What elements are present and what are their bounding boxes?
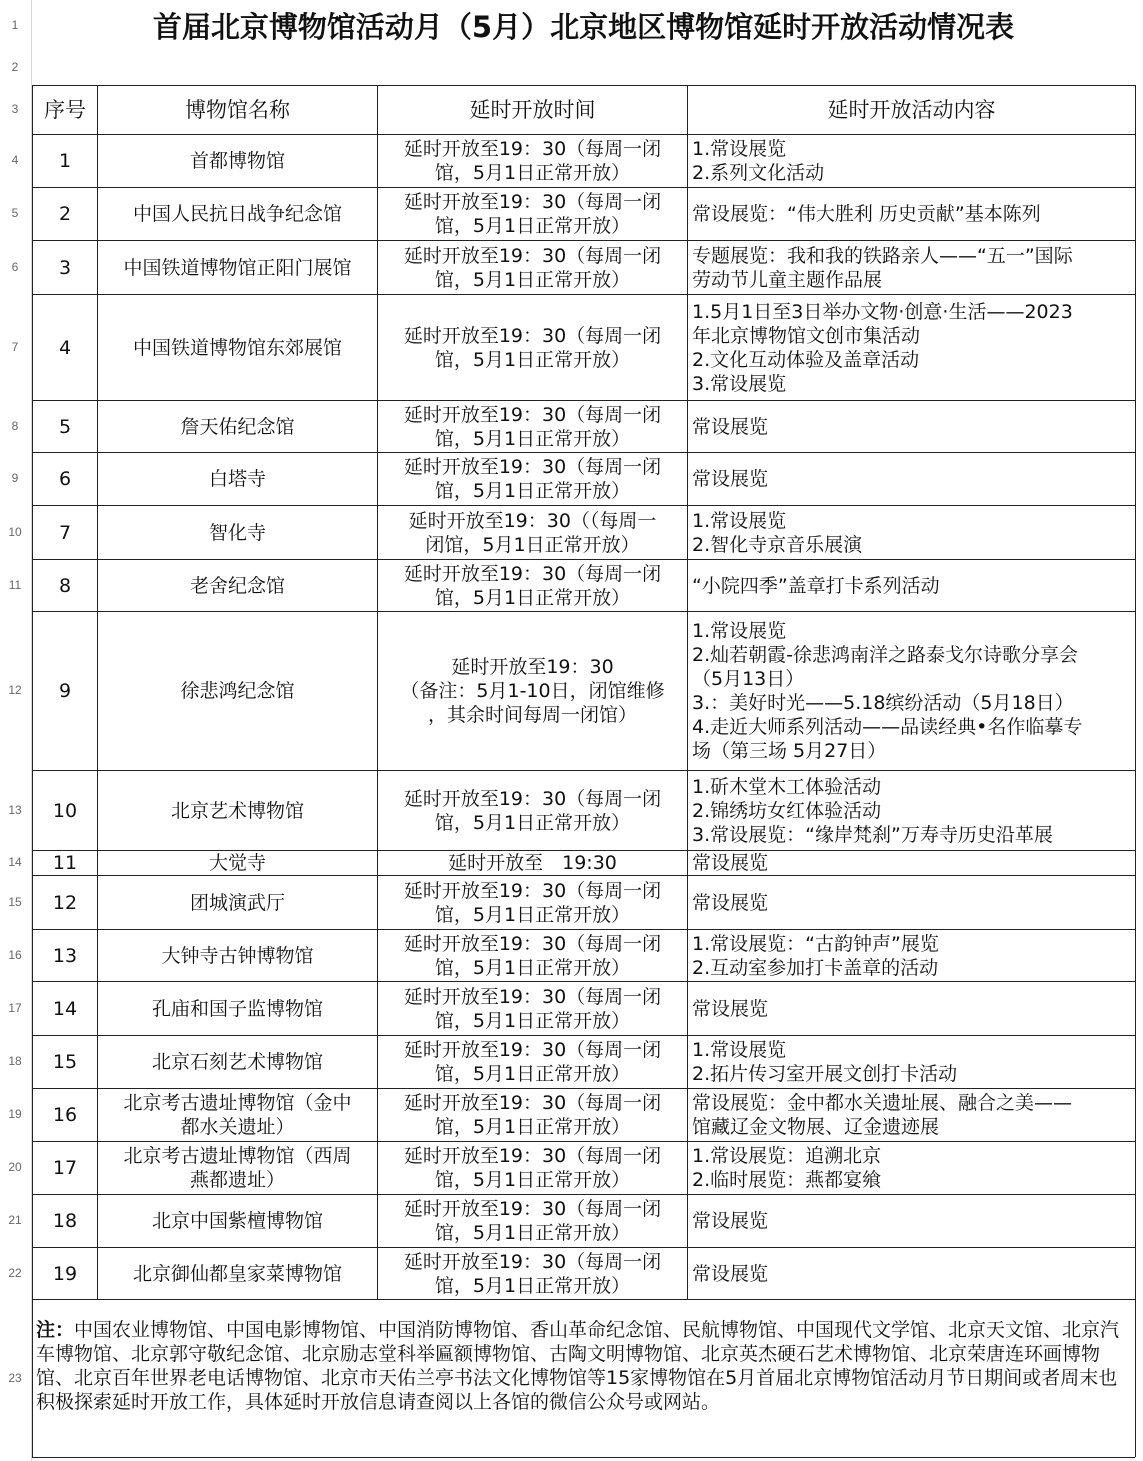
cell-activity-text: 1.斫木堂木工体验活动 2.锦绣坊女红体验活动 3.常设展览：“缘岸梵刹”万寿寺历史沿革展: [692, 775, 1053, 846]
cell-activity[interactable]: [688, 612, 1135, 770]
cell-activity-text: “小院四季”盖章打卡系列活动: [692, 574, 940, 597]
cell-open-time-text: 延时开放至19：30（每周一闭 馆，5月1日正常开放）: [403, 244, 662, 291]
row-number[interactable]: 14: [8, 855, 22, 869]
cell-activity[interactable]: [688, 135, 1135, 187]
cell-number-text: 8: [58, 574, 72, 597]
cell-activity[interactable]: [688, 1142, 1135, 1194]
row-number[interactable]: 3: [11, 102, 19, 116]
footnote-text: 中国农业博物馆、中国电影博物馆、中国消防博物馆、香山革命纪念馆、民航博物馆、中国现代文学馆、北京天文馆、北京汽车博物馆、北京郭守敬纪念馆、北京励志堂科举匾额博物馆、古陶文明博物馆、北京英杰硬石艺术博物馆、北京荣唐连环画博物馆、北京百年世界老电话博物馆、北京市天佑兰亭书法文化博物馆等15家博物馆在5月首届北京博物馆活动月节日期间或者周末也积极探索延时开放工作，具体延时开放信息请查阅以上各馆的微信公众号或网站。: [36, 1319, 1120, 1413]
cell-museum-name-text: 北京考古遗址博物馆（金中 都水关遗址）: [123, 1092, 352, 1138]
cell-activity-text: 1.常设展览：“古韵钟声”展览 2.互动室参加打卡盖章的活动: [692, 932, 939, 979]
cell-museum-name[interactable]: [98, 612, 377, 770]
cell-activity[interactable]: [688, 851, 1135, 875]
cell-museum-name-text: 中国铁道博物馆东郊展馆: [132, 336, 342, 359]
grid-line: [1135, 85, 1136, 1300]
cell-open-time[interactable]: [378, 241, 687, 294]
cell-museum-name[interactable]: [98, 1142, 377, 1194]
cell-museum-name[interactable]: [98, 1248, 377, 1299]
cell-museum-name[interactable]: [98, 188, 377, 240]
cell-number-text: 12: [52, 891, 78, 914]
cell-number[interactable]: [33, 612, 97, 770]
cell-museum-name-text: 北京中国紫檀博物馆: [151, 1210, 323, 1232]
row-number[interactable]: 19: [8, 1107, 22, 1121]
row-number[interactable]: 20: [8, 1160, 22, 1174]
cell-activity-text: 1.常设展览：追溯北京 2.临时展览：燕都宴飨: [692, 1145, 882, 1191]
cell-open-time[interactable]: [378, 560, 687, 611]
cell-museum-name-text: 北京御仙都皇家菜博物馆: [132, 1262, 342, 1285]
cell-number-text: 10: [52, 799, 78, 822]
cell-museum-name-text: 北京艺术博物馆: [170, 799, 304, 822]
header-museum-name-text: 博物馆名称: [185, 98, 290, 122]
cell-museum-name[interactable]: [98, 401, 377, 452]
row-number[interactable]: 2: [11, 60, 19, 74]
cell-open-time-text: 延时开放至19：30（（每周一 闭馆，5月1日正常开放）: [408, 509, 657, 556]
cell-number-text: 5: [58, 415, 72, 438]
cell-open-time[interactable]: [378, 771, 687, 850]
cell-museum-name[interactable]: [98, 241, 377, 294]
cell-number-text: 19: [52, 1262, 78, 1285]
cell-activity-text: 常设展览: [692, 415, 769, 438]
footnote: [36, 1318, 1132, 1414]
header-activity[interactable]: [688, 86, 1135, 134]
cell-activity[interactable]: [688, 401, 1135, 452]
cell-museum-name[interactable]: [98, 876, 377, 929]
cell-number-text: 14: [52, 997, 78, 1020]
header-open-time-text: 延时开放时间: [469, 98, 596, 122]
cell-activity[interactable]: [688, 982, 1135, 1035]
cell-open-time[interactable]: [378, 506, 687, 559]
cell-museum-name-text: 大钟寺古钟博物馆: [161, 944, 314, 967]
cell-museum-name-text: 詹天佑纪念馆: [180, 415, 295, 438]
cell-number[interactable]: [33, 1089, 97, 1141]
cell-open-time-text: 延时开放至19：30（每周一闭 馆，5月1日正常开放）: [403, 879, 662, 926]
cell-museum-name[interactable]: [98, 982, 377, 1035]
row-number[interactable]: 17: [8, 1001, 22, 1015]
row-number[interactable]: 9: [11, 471, 19, 485]
row-number[interactable]: 21: [8, 1213, 22, 1227]
cell-open-time-text: 延时开放至19：30（每周一闭 馆，5月1日正常开放）: [403, 1250, 662, 1297]
cell-activity-text: 1.5月1日至3日举办文物·创意·生活——2023 年北京博物馆文创市集活动 2.文化互动体验及盖章活动 3.常设展览: [692, 300, 1073, 395]
cell-museum-name-text: 智化寺: [208, 521, 266, 544]
cell-activity-text: 常设展览: [692, 997, 769, 1020]
cell-museum-name[interactable]: [98, 135, 377, 187]
cell-number-text: 2: [58, 203, 72, 225]
row-number[interactable]: 23: [8, 1371, 22, 1385]
cell-activity[interactable]: [688, 241, 1135, 294]
cell-number-text: 17: [52, 1157, 78, 1179]
cell-activity[interactable]: [688, 188, 1135, 240]
cell-number-text: 7: [58, 521, 72, 544]
cell-open-time-text: 延时开放至19：30（每周一闭 馆，5月1日正常开放）: [403, 403, 662, 450]
cell-number-text: 1: [58, 150, 72, 172]
cell-number[interactable]: [33, 930, 97, 981]
cell-open-time-text: 延时开放至19：30 （备注：5月1-10日，闭馆维修 ，其余时间每周一闭馆）: [400, 656, 665, 726]
cell-activity-text: 常设展览：金中都水关遗址展、融合之美—— 馆藏辽金文物展、辽金遗迹展: [692, 1092, 1073, 1138]
cell-museum-name-text: 孔庙和国子监博物馆: [151, 997, 323, 1020]
cell-number-text: 3: [58, 256, 72, 279]
cell-open-time-text: 延时开放至19：30（每周一闭 馆，5月1日正常开放）: [403, 985, 662, 1032]
cell-number[interactable]: [33, 771, 97, 850]
cell-open-time[interactable]: [378, 135, 687, 187]
cell-open-time-text: 延时开放至19：30（每周一闭 馆，5月1日正常开放）: [403, 932, 662, 979]
cell-number[interactable]: [33, 982, 97, 1035]
cell-number[interactable]: [33, 453, 97, 505]
cell-activity-text: 常设展览: [692, 1262, 769, 1285]
cell-open-time[interactable]: [378, 1089, 687, 1141]
cell-open-time[interactable]: [378, 1248, 687, 1299]
cell-museum-name[interactable]: [98, 771, 377, 850]
row-number[interactable]: 5: [11, 206, 19, 220]
cell-open-time[interactable]: [378, 612, 687, 770]
cell-activity[interactable]: [688, 560, 1135, 611]
cell-activity-text: 常设展览: [692, 852, 769, 874]
row-number[interactable]: 10: [8, 525, 22, 539]
cell-number[interactable]: [33, 1142, 97, 1194]
cell-activity-text: 专题展览：我和我的铁路亲人——“五一”国际 劳动节儿童主题作品展: [692, 244, 1073, 291]
cell-activity[interactable]: [688, 295, 1135, 400]
cell-open-time-text: 延时开放至19：30（每周一闭 馆，5月1日正常开放）: [403, 456, 662, 502]
row-number[interactable]: 1: [11, 18, 19, 32]
cell-activity-text: 1.常设展览 2.灿若朝霞-徐悲鸿南洋之路泰戈尔诗歌分享会 （5月13日） 3.：美好时光——5.18缤纷活动（5月18日） 4.走近大师系列活动——品读经典•名作临摹专 场（第三场 5月27日）: [692, 620, 1083, 762]
cell-activity[interactable]: [688, 1248, 1135, 1299]
cell-activity[interactable]: [688, 1195, 1135, 1247]
row-number[interactable]: 6: [11, 260, 19, 274]
cell-museum-name-text: 中国人民抗日战争纪念馆: [132, 203, 342, 225]
cell-activity[interactable]: [688, 930, 1135, 981]
cell-number[interactable]: [33, 1036, 97, 1088]
cell-activity-text: 常设展览: [692, 891, 769, 914]
cell-number-text: 6: [58, 468, 72, 490]
cell-open-time-text: 延时开放至19：30（每周一闭 馆，5月1日正常开放）: [403, 1092, 662, 1138]
cell-museum-name-text: 团城演武厅: [189, 891, 285, 914]
cell-number-text: 13: [52, 944, 78, 967]
cell-museum-name-text: 徐悲鸿纪念馆: [180, 680, 295, 702]
cell-museum-name[interactable]: [98, 851, 377, 875]
cell-museum-name-text: 老舍纪念馆: [189, 574, 285, 597]
cell-museum-name[interactable]: [98, 930, 377, 981]
cell-open-time-text: 延时开放至19：30（每周一闭 馆，5月1日正常开放）: [403, 138, 662, 184]
cell-number[interactable]: [33, 560, 97, 611]
row-number[interactable]: 13: [8, 803, 22, 817]
cell-number[interactable]: [33, 135, 97, 187]
cell-number-text: 16: [52, 1104, 78, 1126]
cell-museum-name[interactable]: [98, 453, 377, 505]
cell-open-time[interactable]: [378, 401, 687, 452]
cell-number[interactable]: [33, 506, 97, 559]
row-number[interactable]: 18: [8, 1054, 22, 1068]
cell-open-time[interactable]: [378, 188, 687, 240]
grid-line: [32, 1457, 1135, 1458]
cell-number-text: 4: [58, 336, 72, 359]
cell-open-time[interactable]: [378, 876, 687, 929]
cell-museum-name[interactable]: [98, 1036, 377, 1088]
cell-activity[interactable]: [688, 876, 1135, 929]
cell-museum-name-text: 北京考古遗址博物馆（西周 燕都遗址）: [123, 1145, 352, 1191]
cell-number[interactable]: [33, 1248, 97, 1299]
cell-open-time[interactable]: [378, 295, 687, 400]
cell-open-time-text: 延时开放至19：30（每周一闭 馆，5月1日正常开放）: [403, 1198, 662, 1244]
cell-activity-text: 1.常设展览 2.智化寺京音乐展演: [692, 509, 863, 556]
cell-activity[interactable]: [688, 1089, 1135, 1141]
header-activity-text: 延时开放活动内容: [827, 98, 996, 122]
cell-activity[interactable]: [688, 1036, 1135, 1088]
cell-activity-text: 常设展览: [692, 1210, 769, 1232]
cell-museum-name[interactable]: [98, 295, 377, 400]
header-open-time[interactable]: [378, 86, 687, 134]
row-number[interactable]: 8: [11, 419, 19, 433]
cell-open-time[interactable]: [378, 1195, 687, 1247]
row-number[interactable]: 16: [8, 948, 22, 962]
cell-activity-text: 常设展览: [692, 468, 769, 490]
cell-activity[interactable]: [688, 771, 1135, 850]
cell-activity-text: 1.常设展览 2.拓片传习室开展文创打卡活动: [692, 1039, 958, 1085]
grid-line: [32, 1299, 33, 1457]
cell-museum-name[interactable]: [98, 506, 377, 559]
cell-number[interactable]: [33, 876, 97, 929]
row-number[interactable]: 11: [8, 578, 22, 592]
cell-open-time[interactable]: [378, 930, 687, 981]
cell-open-time[interactable]: [378, 453, 687, 505]
cell-activity[interactable]: [688, 453, 1135, 505]
sheet-title: 首届北京博物馆活动月（5月）北京地区博物馆延时开放活动情况表: [152, 9, 1015, 44]
cell-activity-text: 1.常设展览 2.系列文化活动: [692, 138, 825, 184]
grid-line: [32, 1299, 1135, 1300]
row-number[interactable]: 12: [8, 683, 22, 697]
cell-number-text: 15: [52, 1051, 78, 1073]
cell-open-time-text: 延时开放至19：30（每周一闭 馆，5月1日正常开放）: [403, 191, 662, 237]
grid-line: [1135, 1299, 1136, 1457]
cell-number[interactable]: [33, 1195, 97, 1247]
cell-museum-name-text: 大觉寺: [208, 852, 266, 874]
cell-open-time-text: 延时开放至19：30（每周一闭 馆，5月1日正常开放）: [403, 1039, 662, 1085]
cell-open-time-text: 延时开放至19：30（每周一闭 馆，5月1日正常开放）: [403, 1145, 662, 1191]
cell-open-time-text: 延时开放至19：30（每周一闭 馆，5月1日正常开放）: [403, 562, 662, 609]
cell-open-time-text: 延时开放至19：30（每周一闭 馆，5月1日正常开放）: [403, 324, 662, 371]
cell-number-text: 11: [52, 852, 78, 874]
cell-number[interactable]: [33, 241, 97, 294]
cell-open-time-text: 延时开放至 19:30: [448, 852, 617, 874]
cell-museum-name[interactable]: [98, 1089, 377, 1141]
cell-number[interactable]: [33, 188, 97, 240]
cell-museum-name-text: 白塔寺: [208, 468, 266, 490]
header-number-text: 序号: [44, 98, 86, 122]
cell-open-time[interactable]: [378, 1036, 687, 1088]
cell-number[interactable]: [33, 401, 97, 452]
cell-number[interactable]: [33, 295, 97, 400]
cell-museum-name-text: 中国铁道博物馆正阳门展馆: [123, 256, 352, 279]
cell-museum-name-text: 北京石刻艺术博物馆: [151, 1051, 323, 1073]
cell-museum-name[interactable]: [98, 560, 377, 611]
header-museum-name[interactable]: [98, 86, 377, 134]
cell-activity-text: 常设展览：“伟大胜利 历史贡献”基本陈列: [692, 203, 1041, 225]
row-number[interactable]: 4: [11, 153, 19, 167]
cell-activity[interactable]: [688, 506, 1135, 559]
row-number[interactable]: 22: [8, 1266, 22, 1280]
header-number[interactable]: [33, 86, 97, 134]
cell-open-time[interactable]: [378, 851, 687, 875]
cell-open-time-text: 延时开放至19：30（每周一闭 馆，5月1日正常开放）: [403, 787, 662, 834]
cell-museum-name-text: 首都博物馆: [189, 150, 285, 172]
cell-open-time[interactable]: [378, 982, 687, 1035]
cell-number-text: 18: [52, 1210, 78, 1232]
footnote-label: 注：: [36, 1319, 75, 1341]
cell-number[interactable]: [33, 851, 97, 875]
cell-number-text: 9: [58, 680, 72, 702]
cell-museum-name[interactable]: [98, 1195, 377, 1247]
cell-open-time[interactable]: [378, 1142, 687, 1194]
row-number[interactable]: 15: [8, 895, 22, 909]
row-number[interactable]: 7: [11, 340, 19, 354]
